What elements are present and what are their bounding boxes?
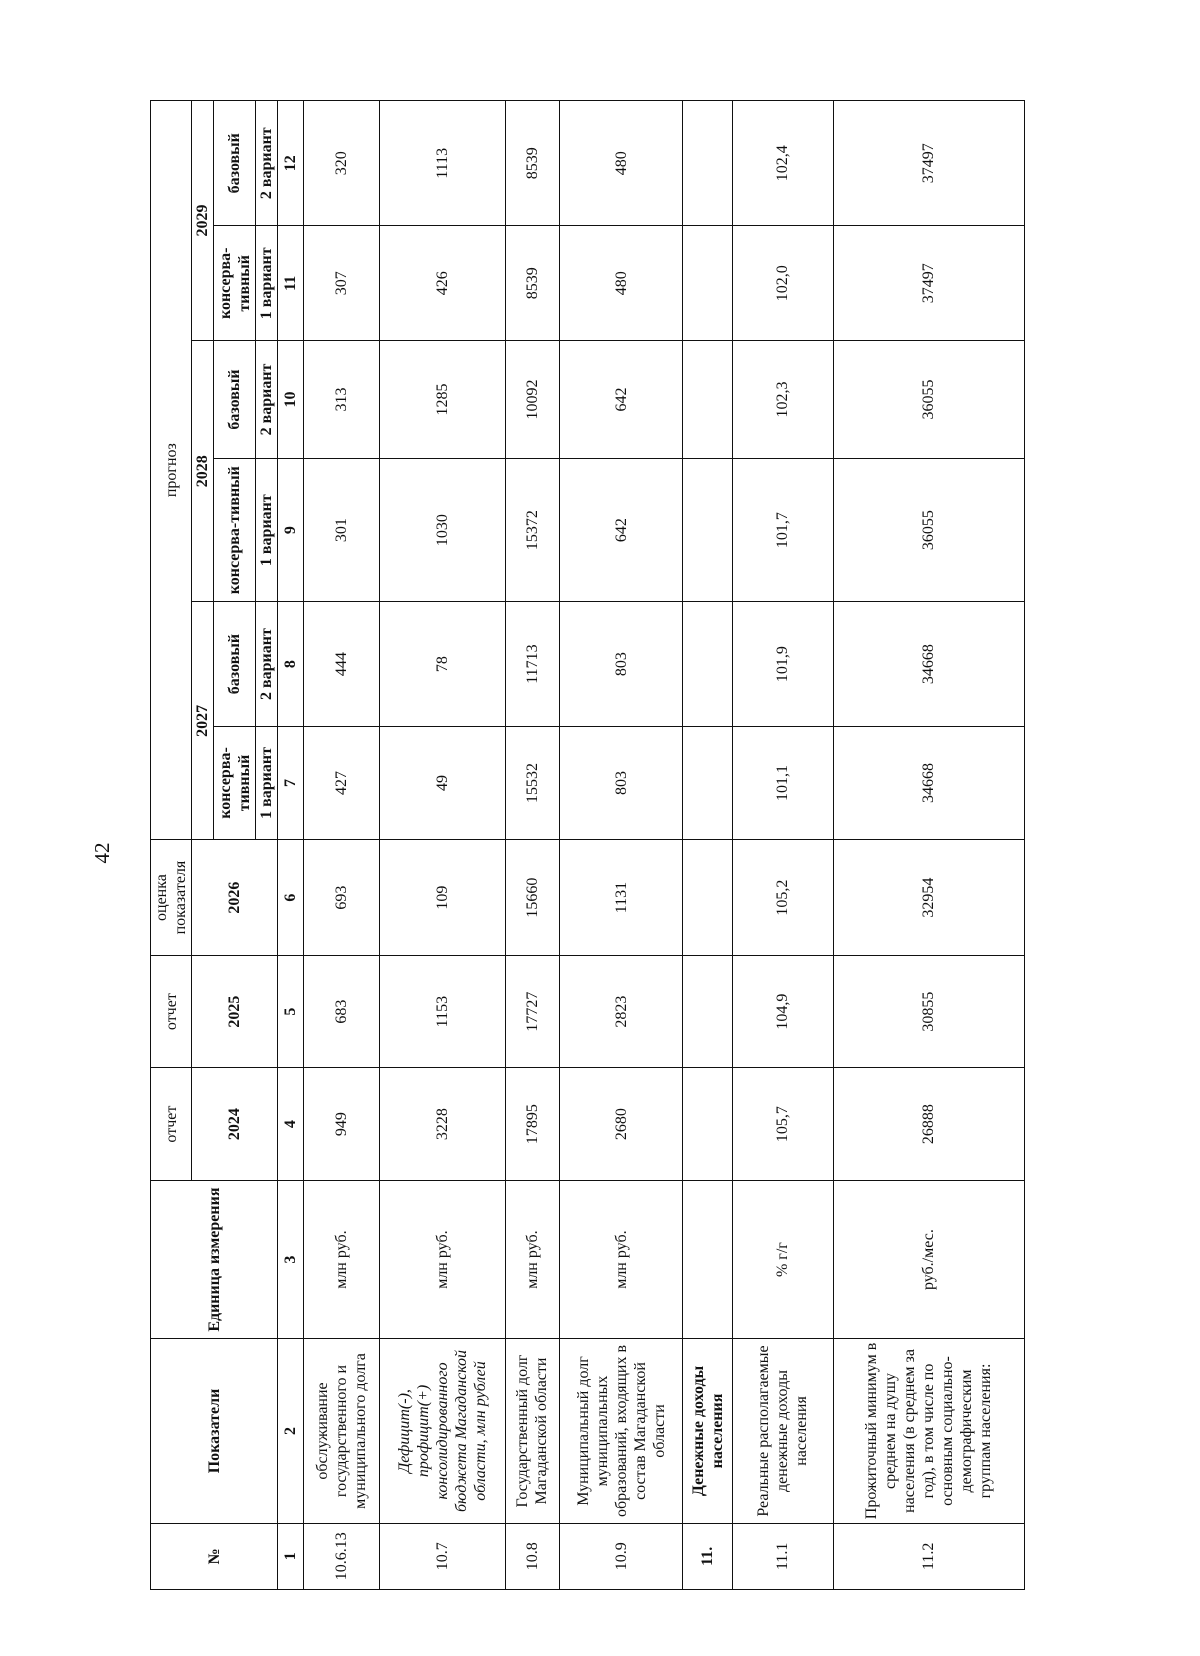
row-indicator: Реальные располагаемые денежные доходы населения [732,1339,833,1523]
value-2025: 683 [303,955,379,1067]
value-2026: 693 [303,840,379,956]
table-row [303,101,379,1590]
column-number: 1 [278,1523,304,1589]
value-2029-conservative [683,226,732,341]
header-year-2024: 2024 [192,1068,278,1180]
header-no: № [151,1523,278,1589]
table-row [732,101,833,1590]
value-2027-conservative: 803 [559,726,683,840]
value-2024: 2680 [559,1068,683,1180]
rotated-table-wrapper [150,100,1025,1590]
header-base-2027: базовый [214,602,256,726]
value-2028-base: 102,3 [732,341,833,459]
value-2027-base: 444 [303,602,379,726]
column-number: 12 [278,101,304,226]
value-2029-conservative: 102,0 [732,226,833,341]
table-row [559,101,683,1590]
value-2024: 105,7 [732,1068,833,1180]
column-number: 10 [278,341,304,459]
column-number: 2 [278,1339,304,1523]
value-2029-base: 480 [559,101,683,226]
column-number: 3 [278,1180,304,1339]
column-number: 9 [278,458,304,602]
row-unit: млн руб. [380,1180,506,1339]
header-indicators: Показатели [151,1339,278,1523]
value-2027-conservative: 427 [303,726,379,840]
value-2026 [683,840,732,956]
header-forecast: прогноз [151,101,192,840]
header-report-2024: отчет [151,1068,192,1180]
header-report-2025: отчет [151,955,192,1067]
value-2029-base: 102,4 [732,101,833,226]
value-2028-conservative: 1030 [380,458,506,602]
header-conservative-2029: консерва-тивный [214,226,256,341]
value-2024: 3228 [380,1068,506,1180]
value-2028-conservative [683,458,732,602]
value-2029-base: 37497 [833,101,1024,226]
value-2027-base: 101,9 [732,602,833,726]
header-year-2027: 2027 [192,602,214,840]
row-unit: % г/г [732,1180,833,1339]
value-2026: 109 [380,840,506,956]
value-2026: 15660 [506,840,560,956]
header-conservative-2027: консерва-тивный [214,726,256,840]
value-2026: 32954 [833,840,1024,956]
value-2029-conservative: 8539 [506,226,560,341]
row-unit: млн руб. [303,1180,379,1339]
column-number: 7 [278,726,304,840]
header-year-2029: 2029 [192,101,214,341]
value-2029-base: 1113 [380,101,506,226]
value-2027-conservative: 49 [380,726,506,840]
row-number: 10.8 [506,1523,560,1589]
row-unit [683,1180,732,1339]
value-2027-base: 34668 [833,602,1024,726]
row-number: 11.1 [732,1523,833,1589]
value-2028-base: 642 [559,341,683,459]
value-2025: 30855 [833,955,1024,1067]
value-2025: 1153 [380,955,506,1067]
value-2027-base: 11713 [506,602,560,726]
value-2028-conservative: 101,7 [732,458,833,602]
value-2027-conservative: 101,1 [732,726,833,840]
column-number-row [278,101,304,1590]
value-2024: 17895 [506,1068,560,1180]
row-indicator: Денежные доходы населения [683,1339,732,1523]
value-2025: 2823 [559,955,683,1067]
column-number: 4 [278,1068,304,1180]
value-2025 [683,955,732,1067]
value-2028-base [683,341,732,459]
value-2029-conservative: 307 [303,226,379,341]
value-2026: 105,2 [732,840,833,956]
value-2028-base: 313 [303,341,379,459]
value-2027-conservative [683,726,732,840]
header-base-2029: базовый [214,101,256,226]
value-2029-base: 8539 [506,101,560,226]
header-estimate: оценка показателя [151,840,192,956]
header-variant-2-2028: 2 вариант [256,341,278,459]
row-indicator: Государственный долг Магаданской области [506,1339,560,1523]
forecast-indicators-table [150,100,1025,1590]
value-2028-base: 1285 [380,341,506,459]
table-row [833,101,1024,1590]
table-row [380,101,506,1590]
table-row [683,101,732,1590]
value-2029-conservative: 37497 [833,226,1024,341]
value-2028-base: 10092 [506,341,560,459]
row-indicator: Прожиточный минимум в среднем на душу населения (в среднем за год), в том числе по основным социально-демографическим группам населения: [833,1339,1024,1523]
value-2027-conservative: 34668 [833,726,1024,840]
column-number: 6 [278,840,304,956]
value-2027-base: 803 [559,602,683,726]
row-number: 11.2 [833,1523,1024,1589]
page-number: 42 [90,842,114,864]
header-variant-1-2027: 1 вариант [256,726,278,840]
value-2027-conservative: 15532 [506,726,560,840]
header-year-2025: 2025 [192,955,278,1067]
row-number: 10.6.13 [303,1523,379,1589]
value-2029-base: 320 [303,101,379,226]
row-indicator: Дефицит(-), профицит(+) консолидированного бюджета Магаданской области, млн рублей [380,1339,506,1523]
header-variant-1-2028: 1 вариант [256,458,278,602]
row-number: 10.9 [559,1523,683,1589]
value-2027-base [683,602,732,726]
row-indicator: обслуживание государственного и муниципального долга [303,1339,379,1523]
value-2024 [683,1068,732,1180]
row-unit: руб./мес. [833,1180,1024,1339]
row-unit: млн руб. [506,1180,560,1339]
table-row [506,101,560,1590]
header-year-2026: 2026 [192,840,278,956]
value-2024: 26888 [833,1068,1024,1180]
column-number: 11 [278,226,304,341]
value-2029-base [683,101,732,226]
value-2028-conservative: 301 [303,458,379,602]
row-indicator: Муниципальный долг муниципальных образований, входящих в состав Магаданской области [559,1339,683,1523]
value-2025: 104,9 [732,955,833,1067]
value-2028-base: 36055 [833,341,1024,459]
header-variant-2-2027: 2 вариант [256,602,278,726]
header-base-2028: базовый [214,341,256,459]
value-2029-conservative: 480 [559,226,683,341]
value-2024: 949 [303,1068,379,1180]
value-2028-conservative: 36055 [833,458,1024,602]
header-variant-2-2029: 2 вариант [256,101,278,226]
row-number: 11. [683,1523,732,1589]
header-variant-1-2029: 1 вариант [256,226,278,341]
value-2027-base: 78 [380,602,506,726]
header-conservative-2028: консерва-тивный [214,458,256,602]
value-2026: 1131 [559,840,683,956]
value-2025: 17727 [506,955,560,1067]
header-unit: Единица измерения [151,1180,278,1339]
header-year-2028: 2028 [192,341,214,602]
value-2028-conservative: 642 [559,458,683,602]
column-number: 5 [278,955,304,1067]
value-2029-conservative: 426 [380,226,506,341]
value-2028-conservative: 15372 [506,458,560,602]
row-unit: млн руб. [559,1180,683,1339]
row-number: 10.7 [380,1523,506,1589]
column-number: 8 [278,602,304,726]
